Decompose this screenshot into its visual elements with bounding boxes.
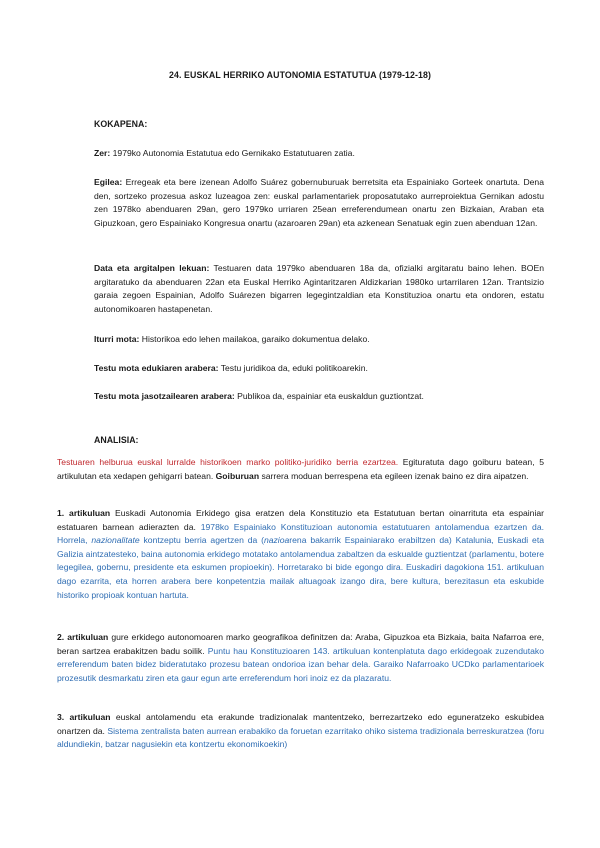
art2-blue: Puntu hau Konstituzioaren 143. artikuluan kontenplatuta dago erkidegoak zuzendutako erreferendum baten bidez bideratutako prozesu batean ondorioa izan behar dela. Garaiko Nafarroako UCDko parlamentarioek prozesutik desmarkatu ziren eta gaur egun arte erreferendum hori inoiz ez da plazaratu. <box>57 645 544 683</box>
analisia-intro-paragraph <box>57 456 544 483</box>
intro-bold: Goiburuan <box>215 470 260 481</box>
analisia-heading-text: ANALISIA: <box>94 435 139 445</box>
edukia-label: Testu mota edukiaren arabera: <box>94 363 219 373</box>
art1-blue-2: kontzeptu berria agertzen da ( <box>139 535 264 546</box>
egilea-label: Egilea: <box>94 177 123 187</box>
intro-red-text: Testuaren helburua euskal lurralde historikoen marko politiko-juridiko berria ezartzea. <box>57 457 399 467</box>
art1-italic-1: nazionalitate <box>91 535 140 546</box>
iturri-paragraph <box>94 333 544 347</box>
intro-text-2: sarrera moduan berrespena eta egileen izenak baino ez dira aipatzen. <box>259 470 529 481</box>
article-2-paragraph <box>57 631 544 685</box>
document-title: 24. EUSKAL HERRIKO AUTONOMIA ESTATUTUA (1979-12-18) <box>168 70 432 80</box>
data-paragraph <box>94 262 544 316</box>
art2-text: gure erkidego autonomoaren marko geografikoa definitzen da: Araba, Gipuzkoa eta Bizkaia, baita Nafarroa ere, beran sartzea erabakitzen badu soilik. <box>57 632 544 656</box>
intro-text-1: Egituratuta dago goiburu batean, 5 artikulutan eta xedapen gehigarri batean. <box>57 457 544 481</box>
art3-blue: Sistema zentralista baten aurrean erabakiko da foruetan ezarritako ohiko sistema tradizionala berreskuratzea (foru aldundiekin, batzar nagusiekin eta kontzertu ekonomikoekin) <box>57 725 544 750</box>
data-text: Testuaren data 1979ko abenduaren 18a da, ofizialki argitaratu baino lehen. BOEn argitaratuko da abenduaren 22an eta Euskal Herriko Agintaritzaren Aldizkarian 1980ko urtarrilaren 12an. Trantsizio garaia zegoen Espainian, Adolfo Suárezen bigarren legegintzaldian eta Konstituzioa onartu eta ondoren, estatu autonomikoaren hastapenetan. <box>94 263 544 314</box>
jasotzailea-text: Publikoa da, espainiar eta euskaldun guztiontzat. <box>234 391 424 401</box>
zer-text: 1979ko Autonomia Estatutua edo Gernikako Estatutuaren zatia. <box>110 148 355 158</box>
article-3-paragraph <box>57 711 544 752</box>
kokapena-heading <box>76 118 147 132</box>
egilea-paragraph <box>94 176 544 230</box>
art3-label: 3. artikuluan <box>57 712 111 722</box>
art2-label: 2. artikuluan <box>57 632 109 642</box>
jasotzailea-label: Testu mota jasotzailearen arabera: <box>94 391 235 401</box>
art1-italic-2: nazioa <box>263 535 290 546</box>
edukia-paragraph <box>94 362 544 376</box>
kokapena-heading-text: KOKAPENA: <box>94 119 148 129</box>
analisia-heading <box>76 434 138 448</box>
iturri-label: Iturri mota: <box>94 334 140 344</box>
article-1-paragraph <box>57 507 544 602</box>
zer-paragraph <box>94 147 544 161</box>
data-label: Data eta argitalpen lekuan: <box>94 263 210 273</box>
art1-blue-3: rena bakarrik Espainiarako erabiltzen da) Katalunia, Euskadi eta Galizia aintzatesteko, baina autonomia erkidego motatako antolamendua zabaltzen da eskualde guztientzat (parlamentu, botere legegilea, gobernu, presidente eta eskumen propioekin). Horretarako bi bide egongo dira. Euskadiri dagokiona 151. artikuluan dago ezarrita, eta horren arabera bere konpetentzia mailak altuagoak izango dira, bere kultura, berezitasun eta eskubide historiko propioak kontuan hartuta. <box>57 535 544 600</box>
art3-text: euskal antolamendu eta erakunde tradizionalak mantentzeko, berrezartzeko edo eguneratzeko eskubidea onartzen da. <box>57 712 545 736</box>
art1-label: 1. artikuluan <box>57 508 111 518</box>
art1-text: Euskadi Autonomia Erkidego gisa eratzen dela Konstituzio eta Estatutuan bertan oinarrituta eta espainiar estatuaren barnean adierazten da. <box>57 508 545 532</box>
art1-blue-1: 1978ko Espainiako Konstituzioan autonomia estatutuaren antolamendua ezartzen da. Horrela, <box>57 521 544 546</box>
edukia-text: Testu juridikoa da, eduki politikoarekin. <box>218 363 368 373</box>
zer-label: Zer: <box>94 148 111 158</box>
iturri-text: Historikoa edo lehen mailakoa, garaiko dokumentua delako. <box>139 334 370 344</box>
jasotzailea-paragraph <box>94 390 544 404</box>
egilea-text: Erregeak eta bere izenean Adolfo Suárez gobernuburuak berretsita eta Espainiako Gorteek onartuta. Dena den, sortzeko prozesua askoz luzeagoa zen: euskal parlamentariek proposatutako aurreproiektua Gernikan adostu zen 1978ko abenduaren 29an, gero 1979ko urriaren 25ean erreferendumean onartu zen Bizkaian, Araban eta Gipuzkoan, gero Espainiako Kongresua onartu (azaroaren 29an) eta azkenean Senatuak egin zuen abenduan 12an. <box>94 177 544 228</box>
